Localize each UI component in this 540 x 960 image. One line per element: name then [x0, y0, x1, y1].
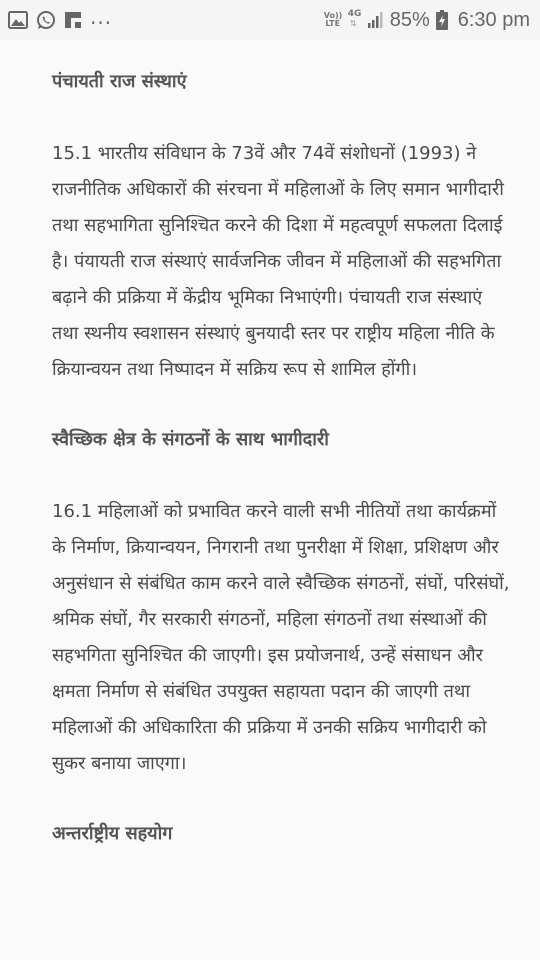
system-status [324, 6, 530, 34]
image-icon [8, 11, 28, 29]
battery-percentage: 85% [389, 8, 430, 31]
status-bar [0, 0, 540, 40]
volte-icon: Vo)) LTE [323, 11, 343, 28]
paragraph-15-1: 15.1 भारतीय संविधान के 73वें और 74वें संशोधनों (1993) ने राजनीतिक अधिकारों की संरचना में महिलाओं के लिए समान भागीदारी तथा सहभागिता सुनिश्चित करने की दिशा में महत्वपूर्ण सफलता दिलाई है। पंयायती राज संस्थाएं सार्वजनिक जीवन में महिलाओं की सहभगिता बढ़ाने की प्रक्रिया में केंद्रीय भूमिका निभाएंगी। पंचायती राज संस्थाएं तथा स्थनीय स्वशासन संस्थाएं बुनयादी स्तर पर राष्ट्रीय महिला नीति के क्रियान्वयन तथा निष्पादन में सक्रिय रूप से शामिल होंगी। [52, 143, 504, 380]
clock: 6:30 pm [457, 8, 530, 31]
paragraph-16-1: 16.1 महिलाओं को प्रभावित करने वाली सभी नीतियों तथा कार्यक्रमों के निर्माण, क्रियान्वयन, निगरानी तथा पुनरीक्षा में शिक्षा, प्रशिक्षण और अनुसंधान से संबंधित काम करने वाले स्वैच्छिक संगठनों, संघों, परिसंघों, श्रमिक संघों, गैर सरकारी संगठनों, महिला संगठनों तथा संस्थाओं की सहभगिता सुनिश्चित की जाएगी। इस प्रयोजनार्थ, उन्हें संसाधन और क्षमता निर्माण से संबंधित उपयुक्त सहायता पदान की जाएगी तथा महिलाओं की अधिकारिता की प्रक्रिया में उनकी सक्रिय भागीदारी को सुकर बनाया जाएगा। [52, 501, 510, 774]
flipboard-icon [64, 11, 82, 29]
notification-icons [8, 5, 113, 32]
data-arrows-icon: ⇅ [349, 19, 357, 28]
network-type: 4G ⇅ [347, 9, 362, 28]
battery-charging-icon [436, 10, 448, 30]
signal-icon [368, 12, 384, 28]
whatsapp-icon [36, 10, 56, 30]
section-heading-panchayati-raj: पंचायती राज संस्थाएं [52, 71, 187, 92]
section-heading-voluntary-sector: स्वैच्छिक क्षेत्र के संगठनों के साथ भागीदारी [52, 429, 329, 450]
article-content[interactable] [0, 40, 540, 960]
more-notifications: ... [90, 5, 113, 29]
section-heading-international-cooperation: अन्तर्राष्ट्रीय सहयोग [52, 823, 173, 844]
